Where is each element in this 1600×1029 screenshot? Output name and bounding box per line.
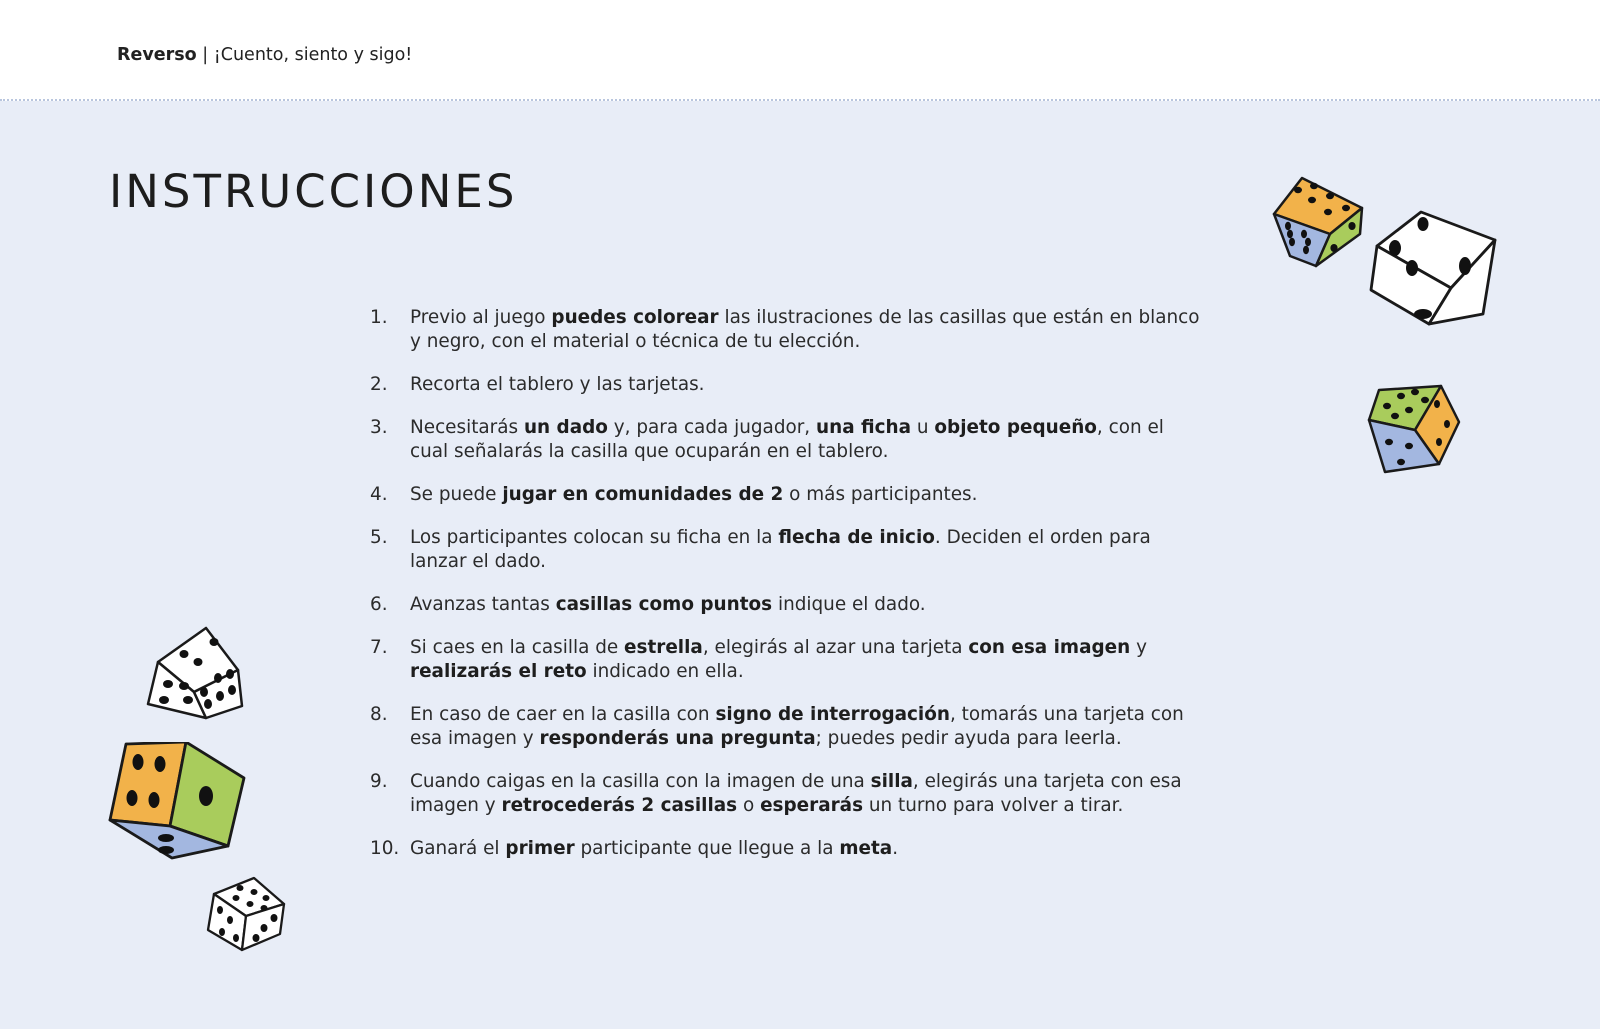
instruction-segment: Necesitarás — [410, 417, 524, 438]
instruction-emphasis: puedes colorear — [551, 307, 719, 328]
page-title: INSTRUCCIONES — [109, 165, 518, 218]
instruction-segment: Avanzas tantas — [410, 594, 556, 615]
instruction-item — [370, 636, 1200, 684]
instruction-number: 3. — [370, 417, 388, 438]
instruction-emphasis: realizarás el reto — [410, 661, 587, 682]
instruction-segment: Recorta el tablero y las tarjetas. — [410, 374, 705, 395]
instruction-segment: las ilustraciones de las casillas que están en blanco y negro, con el material o técnica de tu elección. — [410, 307, 1200, 352]
instruction-text — [410, 307, 1200, 352]
instruction-emphasis: jugar en comunidades de 2 — [502, 484, 784, 505]
instruction-item — [370, 593, 1200, 617]
dice-illustration-top-left — [1268, 176, 1370, 268]
instruction-item — [370, 483, 1200, 507]
instruction-emphasis: esperarás — [760, 795, 864, 816]
instruction-segment: participante que llegue a la — [574, 838, 840, 859]
instruction-segment: . Deciden el orden para lanzar el dado. — [410, 527, 1151, 572]
dice-illustration-left-top — [144, 626, 248, 722]
instruction-emphasis: meta — [839, 838, 893, 859]
instruction-text — [410, 771, 1182, 816]
instruction-segment: En caso de caer en la casilla con — [410, 704, 716, 725]
instruction-segment: u — [911, 417, 935, 438]
instruction-segment: . — [892, 838, 899, 859]
instruction-segment: indique el dado. — [772, 594, 926, 615]
instruction-emphasis: responderás una pregunta — [539, 728, 816, 749]
instruction-text — [410, 484, 977, 505]
instruction-emphasis: silla — [870, 771, 913, 792]
page-header — [0, 0, 1600, 101]
instruction-segment: o más participantes. — [783, 484, 978, 505]
dice-illustration-left-bottom — [206, 876, 290, 952]
instruction-emphasis: estrella — [624, 637, 703, 658]
instruction-emphasis: primer — [505, 838, 575, 859]
instruction-segment: y — [1130, 637, 1147, 658]
instruction-segment: , elegirás una tarjeta con esa imagen y — [410, 771, 1182, 816]
header-subtitle: ¡Cuento, siento y sigo! — [213, 45, 413, 65]
instruction-segment: , con el cual señalarás la casilla que ocuparán en el tablero. — [410, 417, 1164, 462]
instruction-number: 9. — [370, 771, 388, 792]
header-separator: | — [196, 45, 214, 65]
instruction-emphasis: objeto pequeño — [934, 417, 1097, 438]
instruction-emphasis: una ficha — [816, 417, 912, 438]
instruction-number: 10. — [370, 838, 400, 859]
instruction-item — [370, 703, 1200, 751]
instruction-text — [410, 417, 1164, 462]
instruction-emphasis: un dado — [523, 417, 608, 438]
instruction-segment: , tomarás una tarjeta con esa imagen y — [410, 704, 1184, 749]
instruction-segment: Previo al juego — [410, 307, 552, 328]
instruction-text — [410, 838, 898, 859]
instructions-list — [370, 306, 1200, 880]
instruction-item — [370, 770, 1200, 818]
instruction-number: 7. — [370, 637, 388, 658]
dice-icon — [1371, 212, 1495, 324]
dice-icon — [1369, 386, 1459, 472]
instruction-emphasis: retrocederás 2 casillas — [501, 795, 738, 816]
instruction-number: 6. — [370, 594, 388, 615]
header-caption — [117, 45, 412, 65]
instruction-number: 2. — [370, 374, 388, 395]
instruction-segment: y, para cada jugador, — [607, 417, 817, 438]
instruction-segment: Los participantes colocan su ficha en la — [410, 527, 779, 548]
instruction-number: 5. — [370, 527, 388, 548]
dice-illustration-right-middle — [1365, 384, 1461, 476]
instruction-segment: Ganará el — [410, 838, 506, 859]
instruction-segment: ; puedes pedir ayuda para leerla. — [815, 728, 1122, 749]
instruction-emphasis: con esa imagen — [968, 637, 1131, 658]
dice-illustration-top-right — [1365, 210, 1505, 328]
instruction-segment: Se puede — [410, 484, 503, 505]
dice-icon — [208, 878, 284, 950]
instruction-emphasis: signo de interrogación — [715, 704, 950, 725]
instruction-number: 4. — [370, 484, 388, 505]
instruction-emphasis: casillas como puntos — [555, 594, 773, 615]
instruction-segment: un turno para volver a tirar. — [863, 795, 1124, 816]
instruction-text — [410, 594, 926, 615]
instruction-item — [370, 837, 1200, 861]
instruction-number: 1. — [370, 307, 388, 328]
instruction-text — [410, 637, 1147, 682]
instruction-text — [410, 527, 1151, 572]
dice-illustration-left-middle — [108, 742, 248, 860]
instruction-item — [370, 373, 1200, 397]
instruction-segment: Si caes en la casilla de — [410, 637, 625, 658]
instruction-segment: Cuando caigas en la casilla con la imagen de una — [410, 771, 871, 792]
instruction-item — [370, 306, 1200, 354]
instruction-emphasis: flecha de inicio — [778, 527, 935, 548]
instruction-item — [370, 526, 1200, 574]
instruction-segment: , elegirás al azar una tarjeta — [702, 637, 969, 658]
instruction-number: 8. — [370, 704, 388, 725]
header-brand: Reverso — [117, 45, 197, 65]
instruction-segment: indicado en ella. — [586, 661, 744, 682]
instruction-text — [410, 704, 1184, 749]
instruction-segment: o — [737, 795, 761, 816]
instruction-item — [370, 416, 1200, 464]
instruction-text — [410, 374, 705, 395]
